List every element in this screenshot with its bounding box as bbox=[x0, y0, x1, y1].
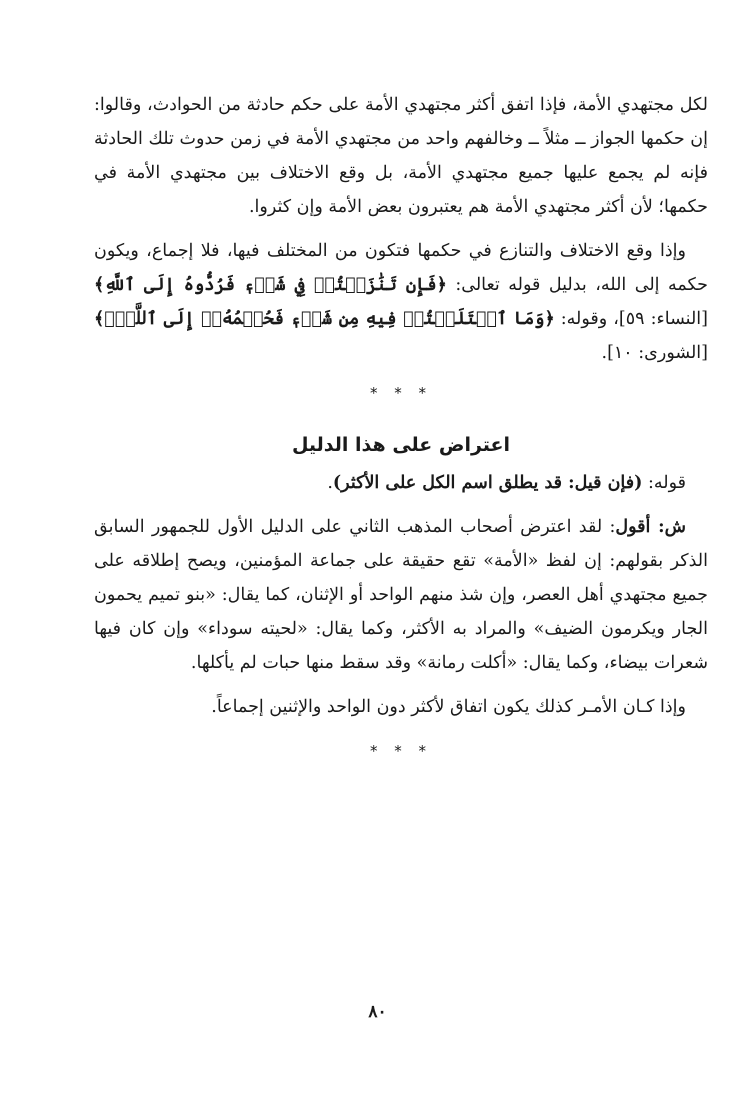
section-heading: اعتراض على هذا الدليل bbox=[291, 434, 511, 456]
end-divider: * * * bbox=[369, 742, 433, 760]
quran-verse-1: ﴿فَإِن تَنَٰزَعۡتُمۡ فِي شَيۡءٖ فَرُدُّوهُ إِلَى ٱللَّهِ﴾ bbox=[94, 275, 447, 295]
paragraph-3 bbox=[94, 466, 708, 500]
page-number: ٨٠ bbox=[368, 1002, 387, 1022]
paragraph-1: لكل مجتهدي الأمة، فإذا اتفق أكثر مجتهدي الأمة على حكم حادثة من الحوادث، وقالوا: إن حكمها الجواز ــ مثلاً ــ وخالفهم واحد من مجتهدي الأمة في زمن حدوث تلك الحادثة فإنه لم يجمع عليها جميع مجتهدي الأمة، بل وقع الاختلاف بين مجتهدي الأمة في حكمها؛ لأن أكثر مجتهدي الأمة هم يعتبرون بعض الأمة وإن كثروا. bbox=[94, 95, 708, 217]
paragraph-4-bold-word: أقول bbox=[615, 517, 651, 537]
quoted-statement: (فإن قيل: قد يطلق اسم الكل على الأكثر) bbox=[332, 473, 643, 493]
paragraph-2-text-mid: [النساء: ٥٩]، وقوله: bbox=[554, 309, 708, 329]
paragraph-4-text: : لقد اعترض أصحاب المذهب الثاني على الدليل الأول للجمهور السابق الذكر بقولهم: إن لفظ «الأمة» تقع حقيقة على جماعة المؤمنين، ويصح إطلاقه على جميع مجتهدي أهل العصر، وإن شذ منهم الواحد أو الإثنان، كما يقال: «بنو تميم يحمون الجار ويكرمون الضيف» والمراد به الأكثر، وكما يقال: «لحيته سوداء» وإن كان فيها شعرات بيضاء، وكما يقال: «أكلت رمانة» وقد سقط منها حبات لم يأكلها. bbox=[94, 517, 708, 673]
quran-verse-2: ﴿وَمَا ٱخۡتَلَفۡتُمۡ فِيهِ مِن شَيۡءٖ فَحُكۡمُهُۥٓ إِلَى ٱللَّهِۚ﴾ bbox=[94, 309, 555, 329]
paragraph-2-text-start: وإذا وقع الاختلاف والتنازع في حكمها فتكون من المختلف فيها، فلا إجماع، ويكون حكمه إلى الله، بدليل قوله تعالى: bbox=[94, 241, 708, 295]
paragraph-3-lead: قوله: bbox=[642, 473, 686, 493]
paragraph-4-lead: ش: bbox=[650, 517, 686, 537]
paragraph-5: وإذا كـان الأمـر كذلك يكون اتفاق لأكثر دون الواحد والإثنين إجماعاً. bbox=[211, 697, 686, 717]
paragraph-3-end: . bbox=[327, 473, 333, 493]
paragraph-2 bbox=[94, 234, 708, 370]
page-body bbox=[94, 88, 708, 760]
paragraph-2-text-end: [الشورى: ١٠]. bbox=[601, 343, 708, 363]
section-divider: * * * bbox=[369, 384, 433, 402]
paragraph-4 bbox=[94, 510, 708, 680]
